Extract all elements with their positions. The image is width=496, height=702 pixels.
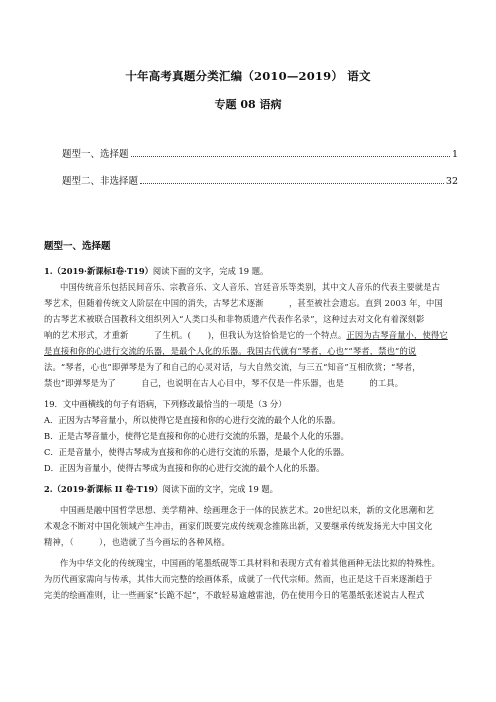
passage-2-line: 中国画是融中国哲学思想、美学精神、绘画理念于一体的民族艺术。20世纪以来，新的文化思潮和艺 [60, 505, 435, 515]
question-2-source: 2.（2019·新课标 II 卷·T19） [44, 484, 163, 494]
toc-leader [140, 182, 444, 184]
toc-label: 题型二、非选择题 [62, 176, 139, 187]
document-title: 十年高考真题分类汇编（2010—2019） 语文 [125, 69, 371, 83]
toc-page-number: 1 [451, 149, 458, 160]
question-1-prompt: 19．文中画横线的句子有语病，下列修改最恰当的一项是（3 分） [44, 399, 287, 409]
option-b[interactable]: B．正是古琴音量小，使得它是直接和你的心进行交流的乐器，是最个人化的乐器。 [44, 431, 349, 441]
toc-leader [131, 155, 450, 157]
question-2-header [44, 483, 462, 495]
toc-entry-choice[interactable] [62, 146, 458, 160]
option-c[interactable]: C．正是音量小，使得古琴成为直接和你的心进行交流的乐器，是最个人化的乐器。 [44, 447, 350, 457]
passage-1-line [44, 329, 462, 341]
passage-1-line: 法。“琴者，心也”即弹琴是为了和自己的心灵对话，与大自然交流，与三五“知音”互相欣赏；“琴者， [44, 362, 421, 372]
passage-2-line: 完美的绘画准则，让一些画家“长跪不起”，不敢轻易逾越雷池，仍在使用今日的笔墨纸张述说古人程式 [44, 590, 425, 600]
passage-1-line: 琴艺术，但随着传统文人阶层在中国的消失，古琴艺术逐渐 ，甚至被社会遗忘。直到 2003 年，中国 [44, 298, 443, 308]
passage-1-line: 是直接和你的心进行交流的乐器，是最个人化的乐器。我国古代就有“琴者，心也”“琴者，禁也”的说 [44, 346, 417, 356]
underlined-sentence: 正因为古琴音量小，使得它 [346, 330, 448, 340]
question-1-source: 1.（2019·新课标Ⅰ卷·T19） [44, 266, 153, 276]
question-2-instruction: 阅读下面的文字，完成 19 题。 [162, 484, 278, 494]
passage-1-line: 禁也”即弹琴是为了 自己，也说明在古人心目中，琴不仅是一件乐器，也是 的工具。 [44, 378, 404, 388]
passage-1-line: 的古琴艺术被联合国教科文组织列入“人类口头和非物质遗产代表作名录”，这种过去对文化有着深刻影 [44, 314, 425, 324]
document-subtitle: 专题 08 语病 [214, 98, 282, 111]
toc-label: 题型一、选择题 [62, 149, 129, 160]
toc-entry-nonchoice[interactable] [62, 173, 458, 187]
passage-2-line: 术观念不断对中国化领域产生冲击，画家们既要完成传统观念推陈出新，又要继承传统发扬光大中国文化 [44, 521, 433, 531]
passage-2-line: 精神，（ ），也造就了当今画坛的各种风格。 [44, 537, 230, 547]
question-1-header [44, 265, 462, 277]
passage-1-line: 中国传统音乐包括民间音乐、宗教音乐、文人音乐、宫廷音乐等类别，其中文人音乐的代表主要就是古 [60, 282, 441, 292]
passage-2-line: 作为中华文化的传统瑰宝，中国画的笔墨纸砚等工具材料和表现方式有着其他画种无法比拟的特殊性。 [60, 558, 441, 568]
section-heading: 题型一、选择题 [44, 241, 111, 252]
passage-2-line: 为历代画家需向与传承，其伟大而完整的绘画体系，成就了一代代宗师。然而，也正是这千百来逐渐趋于 [44, 574, 433, 584]
passage-1-text: 响的艺术形式，才重新 了生机。( )，但我认为这恰恰是它的一个特点。 [44, 330, 347, 340]
toc-page-number: 32 [445, 176, 458, 187]
question-1-instruction: 阅读下面的文字，完成 19 题。 [152, 266, 269, 276]
option-d[interactable]: D．正因为音量小，使得古琴成为直接和你的心进行交流的最个人化的乐器。 [44, 463, 325, 473]
option-a[interactable]: A．正因为古琴音量小，所以使得它是直接和你的心进行交流的最个人化的乐器。 [44, 415, 341, 425]
